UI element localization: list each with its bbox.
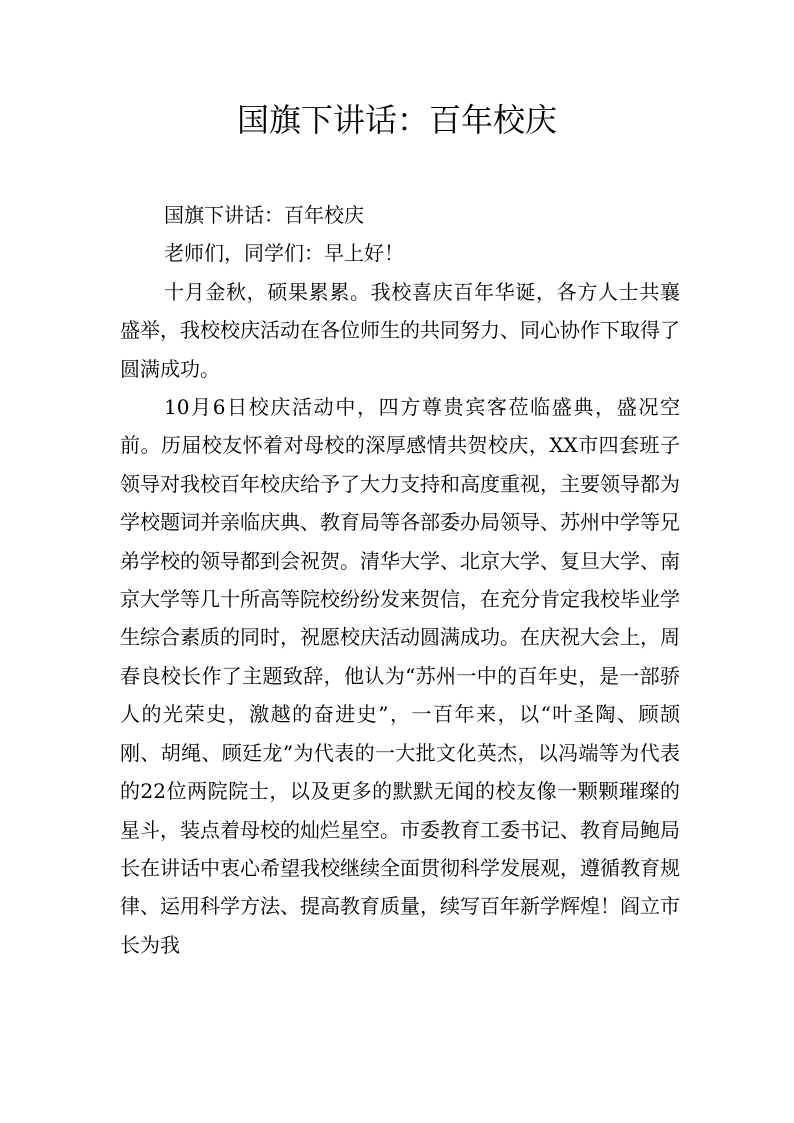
document-body [120,196,680,964]
paragraph-celebration: 10月6日校庆活动中，四方尊贵宾客莅临盛典，盛况空前。历届校友怀着对母校的深厚感情共贺校庆，XX市四套班子领导对我校百年校庆给予了大力支持和高度重视，主要领导都为学校题词并亲临庆典、教育局等各部委办局领导、苏州中学等兄弟学校的领导都到会祝贺。清华大学、北京大学、复旦大学、南京大学等几十所高等院校纷纷发来贺信，在充分肯定我校毕业学生综合素质的同时，祝愿校庆活动圆满成功。在庆祝大会上，周春良校长作了主题致辞，他认为“苏州一中的百年史，是一部骄人的光荣史，激越的奋进史”，一百年来，以“叶圣陶、顾颉刚、胡绳、顾廷龙”为代表的一大批文化英杰，以冯端等为代表的22位两院院士，以及更多的默默无闻的校友像一颗颗璀璨的星斗，装点着母校的灿烂星空。市委教育工委书记、教育局鲍局长在讲话中衷心希望我校继续全面贯彻科学发展观，遵循教育规律、运用科学方法、提高教育质量，续写百年新学辉煌！阎立市长为我 [120,395,680,957]
document-title: 国旗下讲话：百年校庆 [236,101,557,139]
paragraph-greeting: 老师们，同学们：早上好！ [164,241,404,266]
paragraph-heading: 国旗下讲话：百年校庆 [164,203,364,227]
paragraph-intro: 十月金秋，硕果累累。我校喜庆百年华诞，各方人士共襄盛举，我校校庆活动在各位师生的共同努力、同心协作下取得了圆满成功。 [120,279,680,381]
